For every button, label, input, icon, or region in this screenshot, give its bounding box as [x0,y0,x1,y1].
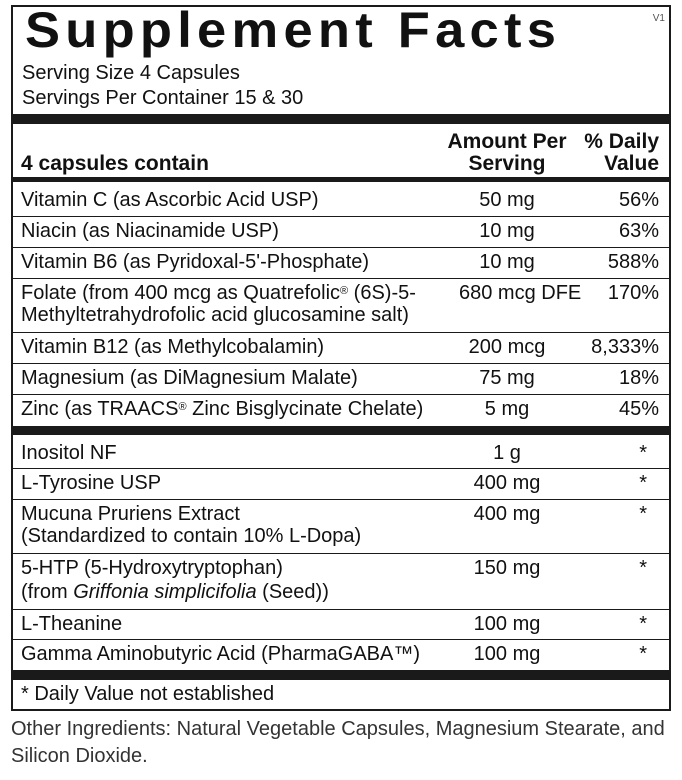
ingredient-dv: * [639,442,647,464]
nutrient-amount: 200 mcg [468,336,546,358]
nutrient-dv: 18% [618,367,659,389]
ingredient-name: L-Theanine [21,613,123,635]
ingredient-name: Inositol NF [21,442,117,464]
ingredient-name-line2: (Standardized to contain 10% L-Dopa) [21,525,362,547]
nutrient-amount: 50 mg [479,189,535,211]
ingredient-name: Mucuna Pruriens Extract [21,503,240,525]
nutrient-dv: 170% [607,282,659,304]
nutrient-amount: 5 mg [484,398,530,420]
ingredient-dv: * [639,557,647,579]
nutrient-name: Zinc (as TRAACS® Zinc Bisglycinate Chelate) [21,398,424,420]
row-divider [13,553,669,554]
nutrient-amount: 10 mg [479,220,535,242]
row-divider [13,394,669,395]
row-divider [13,363,669,364]
header-amount-1: Amount Per [447,130,567,153]
header-amount-2: Serving [468,152,546,175]
row-divider [13,278,669,279]
nutrient-name: Vitamin B6 (as Pyridoxal-5'-Phosphate) [21,251,370,273]
ingredient-dv: * [639,472,647,494]
nutrient-name: Vitamin B12 (as Methylcobalamin) [21,336,325,358]
nutrient-amount: 75 mg [479,367,535,389]
nutrient-name: Magnesium (as DiMagnesium Malate) [21,367,358,389]
nutrient-name-line2: Methyltetrahydrofolic acid glucosamine salt) [21,304,409,326]
ingredient-name-line2: (from Griffonia simplicifolia (Seed)) [21,581,329,603]
thick-rule [13,670,669,680]
other-ingredients: Other Ingredients: Natural Vegetable Capsules, Magnesium Stearate, and Silicon Dioxide. [11,718,665,767]
header-dv-2: Value [604,152,659,175]
nutrient-amount: 680 mcg DFE [459,282,582,304]
ingredient-dv: * [639,613,647,635]
supplement-facts-panel [11,2,671,711]
nutrient-amount: 10 mg [479,251,535,273]
row-divider [13,499,669,500]
ingredient-dv: * [639,503,647,525]
row-divider [13,609,669,610]
ingredient-amount: 400 mg [473,472,541,494]
row-divider [13,639,669,640]
ingredient-name: 5-HTP (5-Hydroxytryptophan) [21,557,283,579]
nutrient-name: Folate (from 400 mcg as Quatrefolic® (6S)-5- [21,282,416,304]
header-contain: 4 capsules contain [21,152,209,175]
nutrient-name: Niacin (as Niacinamide USP) [21,220,279,242]
header-dv-1: % Daily [584,130,659,153]
version-mark: V1 [652,13,665,24]
nutrient-dv: 8,333% [591,336,659,358]
ingredient-name: L-Tyrosine USP [21,472,162,494]
servings-per-container: Servings Per Container 15 & 30 [22,87,304,109]
ingredient-amount: 100 mg [473,613,541,635]
footnote: * Daily Value not established [21,683,275,705]
nutrient-dv: 588% [607,251,659,273]
row-divider [13,468,669,469]
ingredient-amount: 150 mg [473,557,541,579]
row-divider [13,332,669,333]
nutrient-dv: 45% [618,398,659,420]
row-divider [13,216,669,217]
medium-rule [13,177,669,182]
panel-title: Supplement Facts [25,2,562,58]
row-divider [13,247,669,248]
nutrient-dv: 56% [618,189,659,211]
ingredient-amount: 400 mg [473,503,541,525]
thick-rule [13,114,669,124]
serving-size: Serving Size 4 Capsules [22,62,240,84]
ingredient-amount: 100 mg [473,643,541,665]
ingredient-name: Gamma Aminobutyric Acid (PharmaGABA™) [21,643,421,665]
thick-rule [13,426,669,435]
ingredient-dv: * [639,643,647,665]
nutrient-dv: 63% [618,220,659,242]
ingredient-amount: 1 g [493,442,521,464]
nutrient-name: Vitamin C (as Ascorbic Acid USP) [21,189,319,211]
